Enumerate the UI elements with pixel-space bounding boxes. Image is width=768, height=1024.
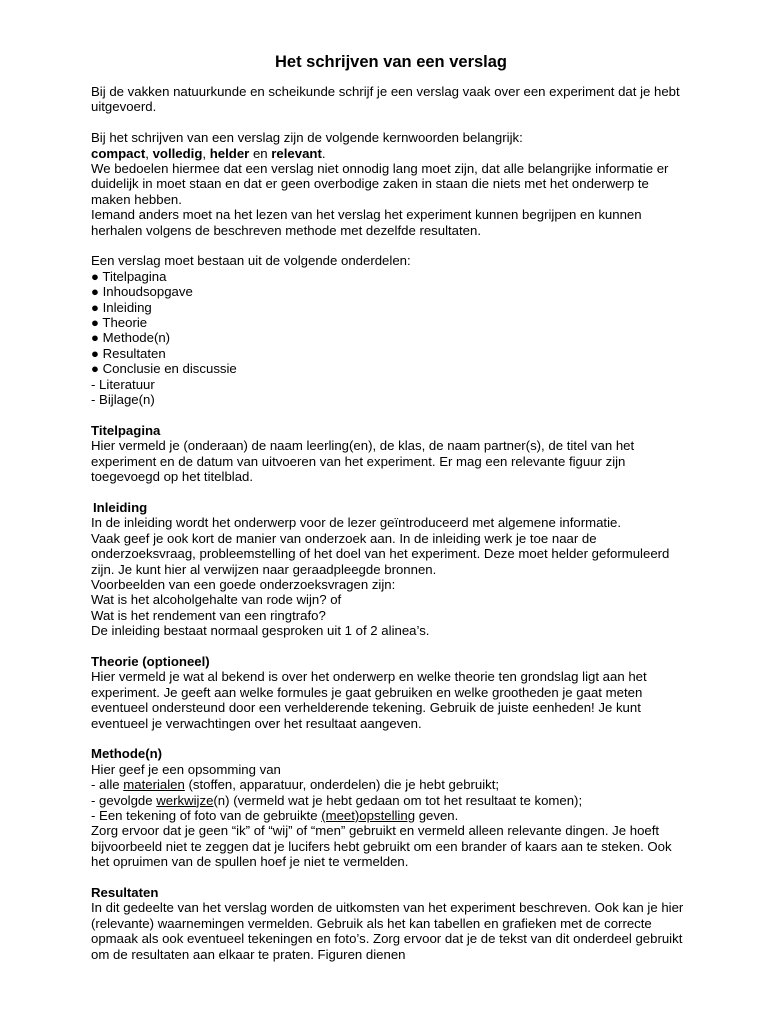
section-text-titelpagina: Hier vermeld je (onderaan) de naam leerling(en), de klas, de naam partner(s), de titel van het experiment en de datum van uitvoeren van het experiment. Er mag een relevante figuur zijn toegevoegd op het titelblad.: [91, 438, 635, 485]
spacer: [91, 639, 691, 654]
intro-paragraph-4: Iemand anders moet na het lezen van het verslag het experiment kunnen begrijpen en kunnen herhalen volgens de beschreven methode met dezelfde resultaten.: [91, 207, 642, 238]
methode-bullet-werkwijze: [91, 793, 691, 808]
keyword-separator: .: [321, 145, 326, 161]
list-item: - Literatuur: [91, 376, 155, 392]
keyword-relevant: relevant: [271, 145, 322, 161]
list-item: ● Resultaten: [91, 345, 166, 361]
keyword-separator: ,: [202, 145, 210, 161]
underlined-term: werkwijze: [156, 792, 214, 808]
spacer: [91, 485, 691, 500]
spacer: [91, 731, 691, 746]
keyword-helder: helder: [209, 145, 250, 161]
methode-line-1: Hier geef je een opsomming van: [91, 761, 281, 777]
inleiding-line-2: Vaak geef je ook kort de manier van onderzoek aan. In de inleiding werk je toe naar de onderzoeksvraag, probleemstelling of het doel van het experiment. Deze moet helder geformuleerd zijn. Je kunt hier al verwijzen naar geraadpleegde bronnen.: [91, 530, 670, 577]
section-text-theorie: Hier vermeld je wat al bekend is over het onderwerp en welke theorie ten grondslag ligt aan het experiment. Je geeft aan welke formules je gaat gebruiken en welke grootheden je gaat meten eventueel ondersteund door een verhelderende tekening. Gebruik de juiste eenheden! Je kunt eventueel je verwachtingen over het resultaat aangeven.: [91, 669, 647, 731]
keyword-separator: ,: [145, 145, 153, 161]
section-heading-inleiding: Inleiding: [93, 499, 148, 515]
inleiding-line-3: Voorbeelden van een goede onderzoeksvragen zijn:: [91, 576, 396, 592]
bullet-suffix: (stoffen, apparatuur, onderdelen) die je hebt gebruikt;: [184, 777, 500, 793]
bullet-suffix: (n) (vermeld wat je hebt gedaan om tot het resultaat te komen);: [213, 792, 583, 808]
bullet-prefix: - alle: [91, 777, 124, 793]
inleiding-line-4: Wat is het alcoholgehalte van rode wijn? of: [91, 592, 342, 608]
section-text-resultaten: In dit gedeelte van het verslag worden de uitkomsten van het experiment beschreven. Ook kan je hier (relevante) waarnemingen vermelden. Gebruik als het kan tabellen en grafieken met de correcte opmaak als ook eventueel tekeningen en foto’s. Zorg ervoor dat je de tekst van dit onderdeel gebruikt om de resultaten aan elkaar te praten. Figuren dienen: [91, 900, 684, 962]
spacer: [91, 238, 691, 253]
section-heading-titelpagina: Titelpagina: [91, 422, 161, 438]
section-heading-resultaten: Resultaten: [91, 885, 159, 901]
keyword-compact: compact: [91, 145, 146, 161]
list-item: - Bijlage(n): [91, 392, 155, 408]
keyword-volledig: volledig: [152, 145, 203, 161]
spacer: [91, 115, 691, 130]
bullet-prefix: - gevolgde: [91, 792, 157, 808]
methode-bullet-materialen: [91, 777, 691, 792]
intro-paragraph-2: Bij het schrijven van een verslag zijn de volgende kernwoorden belangrijk:: [91, 130, 523, 146]
list-item: ● Inhoudsopgave: [91, 284, 193, 300]
keyword-separator: en: [249, 145, 272, 161]
section-heading-theorie: Theorie (optioneel): [91, 653, 210, 669]
inleiding-line-6: De inleiding bestaat normaal gesproken uit 1 of 2 alinea’s.: [91, 623, 430, 639]
list-item: ● Conclusie en discussie: [91, 361, 237, 377]
spacer: [91, 870, 691, 885]
document-page: [91, 52, 691, 962]
parts-lead: Een verslag moet bestaan uit de volgende onderdelen:: [91, 253, 411, 269]
list-item: ● Inleiding: [91, 299, 152, 315]
intro-paragraph-1: Bij de vakken natuurkunde en scheikunde schrijf je een verslag vaak over een experiment dat je hebt uitgevoerd.: [91, 84, 680, 115]
keywords-line: [91, 146, 691, 161]
underlined-term: materialen: [123, 777, 185, 793]
list-item: ● Methode(n): [91, 330, 171, 346]
bullet-suffix: geven.: [415, 808, 459, 823]
methode-bullet-opstelling: [91, 808, 691, 823]
section-heading-methode: Methode(n): [91, 746, 163, 762]
list-item: ● Theorie: [91, 315, 148, 331]
inleiding-line-5: Wat is het rendement van een ringtrafo?: [91, 607, 326, 623]
intro-paragraph-3: We bedoelen hiermee dat een verslag niet onnodig lang moet zijn, dat alle belangrijke informatie er duidelijk in moet staan en dat er geen overbodige zaken in staan die niets met het onderwerp te maken hebben.: [91, 161, 669, 207]
methode-text: Zorg ervoor dat je geen “ik” of “wij” of “men” gebruikt en vermeld alleen relevante dingen. Je hoeft bijvoorbeeld niet te zeggen dat je lucifers hebt gebruikt om een brander of kaars aan te steken. Ook het opruimen van de spullen hoef je niet te vermelden.: [91, 823, 672, 870]
spacer: [91, 408, 691, 423]
bullet-prefix: - Een tekening of foto van de gebruikte: [91, 808, 322, 823]
list-item: ● Titelpagina: [91, 268, 167, 284]
document-title: Het schrijven van een verslag: [274, 53, 508, 71]
inleiding-line-1: In de inleiding wordt het onderwerp voor de lezer geïntroduceerd met algemene informatie.: [91, 515, 622, 531]
underlined-term: (meet)opstelling: [321, 808, 416, 823]
